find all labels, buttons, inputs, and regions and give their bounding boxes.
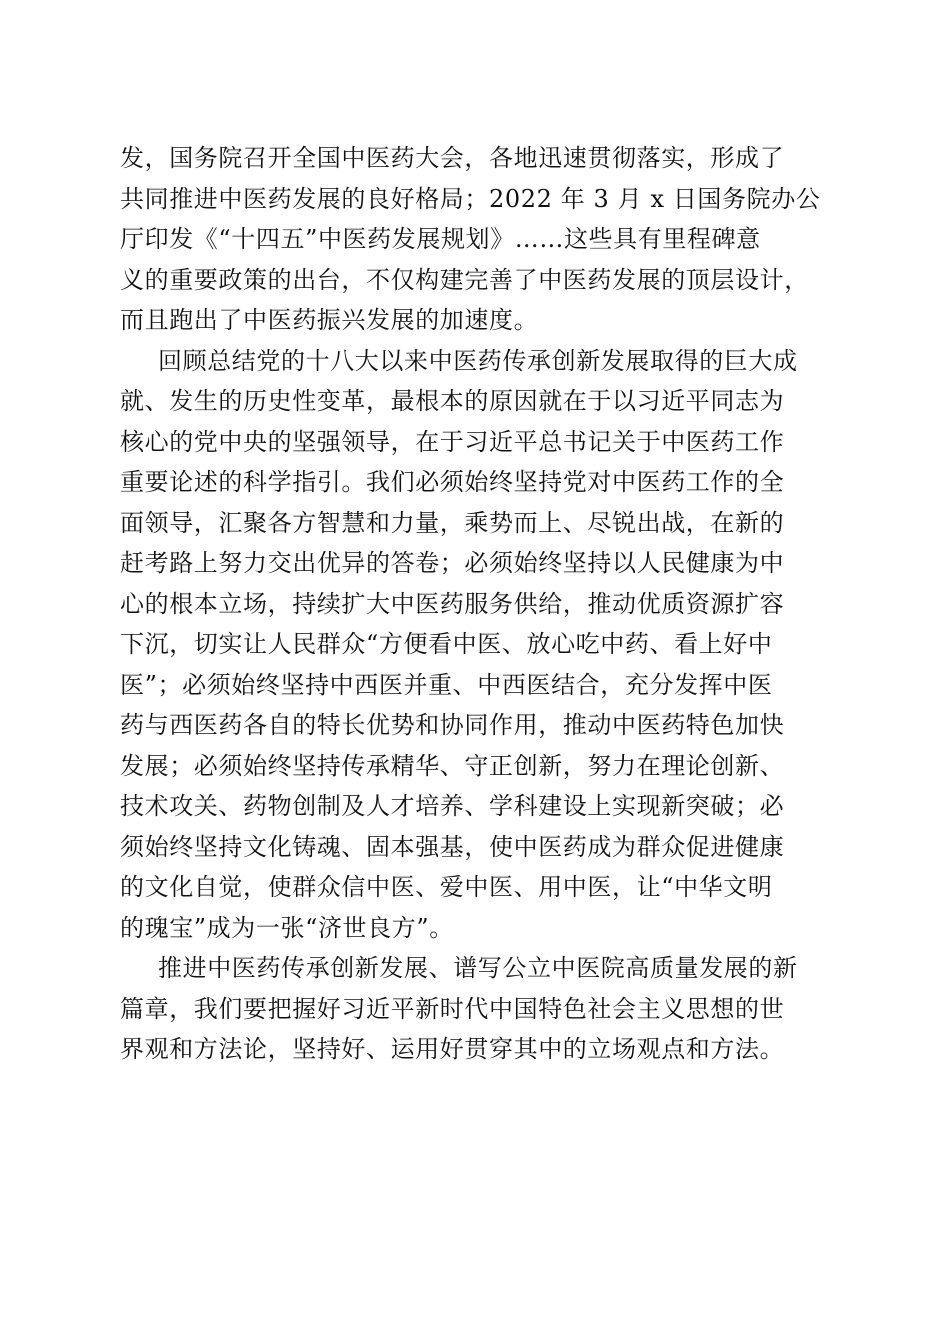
text-line: 医”；必须始终坚持中西医并重、中西医结合，充分发挥中医: [120, 670, 773, 699]
text-line: 回顾总结党的十八大以来中医药传承创新发展取得的巨大成: [158, 346, 798, 375]
text-line: 发展；必须始终坚持传承精华、守正创新，努力在理论创新、: [120, 751, 785, 780]
text-line: 赶考路上努力交出优异的答卷；必须始终坚持以人民健康为中: [120, 549, 785, 577]
paragraph-new-chapter: [120, 948, 840, 1070]
text-line: 篇章，我们要把握好习近平新时代中国特色社会主义思想的世: [120, 994, 785, 1023]
text-line: 发，国务院召开全国中医药大会，各地迅速贯彻落实，形成了: [120, 144, 785, 172]
text-line: 下沉，切实让人民群众“方便看中医、放心吃中药、看上好中: [120, 630, 773, 658]
text-line: 厅印发《“十四五”中医药发展规划》……这些具有里程碑意: [120, 225, 761, 253]
text-line: 的瑰宝”成为一张“济世良方”。: [120, 913, 454, 942]
text-line: 就、发生的历史性变革，最根本的原因就在于以习近平同志为: [120, 387, 785, 415]
text-line: 共同推进中医药发展的良好格局；2022 年 3 月 x 日国务院办公: [120, 184, 821, 213]
text-line: 义的重要政策的出台，不仅构建完善了中医药发展的顶层设计，: [120, 265, 809, 294]
text-line: 须始终坚持文化铸魂、固本强基，使中医药成为群众促进健康: [120, 832, 785, 861]
text-line: 技术攻关、药物创制及人才培养、学科建设上实现新突破；必: [120, 792, 785, 820]
text-line: 核心的党中央的坚强领导，在于习近平总书记关于中医药工作: [120, 427, 785, 456]
paragraph-continuation: [120, 138, 840, 341]
text-line: 重要论述的科学指引。我们必须始终坚持党对中医药工作的全: [120, 468, 785, 496]
text-line: 面领导，汇聚各方智慧和力量，乘势而上、尽锐出战，在新的: [120, 508, 785, 537]
text-line: 界观和方法论，坚持好、运用好贯穿其中的立场观点和方法。: [120, 1035, 785, 1063]
paragraph-review-summary: [120, 341, 840, 949]
text-line: 而且跑出了中医药振兴发展的加速度。: [120, 306, 539, 334]
text-line: 药与西医药各自的特长优势和协同作用，推动中医药特色加快: [120, 711, 785, 739]
text-line: 的文化自觉，使群众信中医、爱中医、用中医，让“中华文明: [120, 873, 773, 901]
text-line: 心的根本立场，持续扩大中医药服务供给，推动优质资源扩容: [120, 589, 785, 618]
document-body: [120, 138, 840, 1070]
text-line: 推进中医药传承创新发展、谱写公立中医院高质量发展的新: [158, 954, 798, 982]
